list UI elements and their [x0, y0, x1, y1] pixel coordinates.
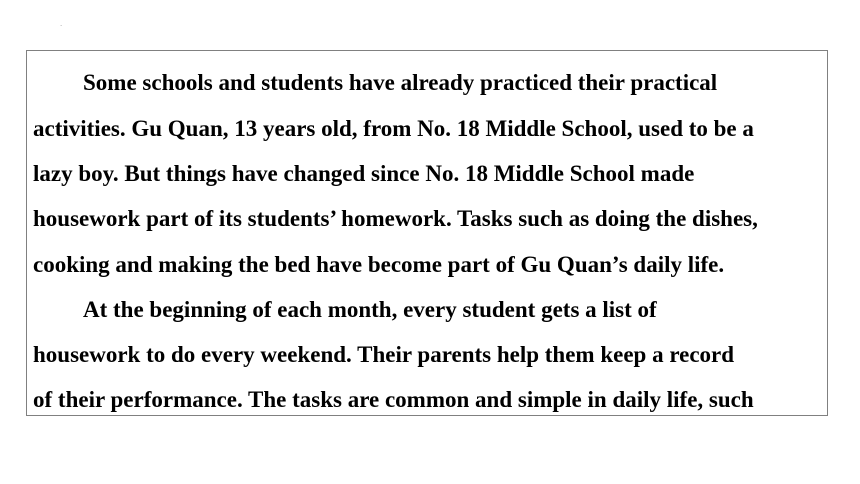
passage-line-6: At the beginning of each month, every student gets a list of	[83, 297, 657, 322]
passage-line-7: housework to do every weekend. Their parents help them keep a record	[33, 342, 735, 367]
passage-line-2: activities. Gu Quan, 13 years old, from No. 18 Middle School, used to be a	[33, 116, 754, 141]
passage-line-5: cooking and making the bed have become part of Gu Quan’s daily life.	[33, 252, 725, 277]
passage-line-4: housework part of its students’ homework. Tasks such as doing the dishes,	[33, 206, 758, 231]
passage-line-1: Some schools and students have already practiced their practical	[83, 70, 718, 95]
passage-line-8: of their performance. The tasks are common and simple in daily life, such	[33, 387, 754, 412]
passage-text-box	[26, 50, 828, 416]
passage-line-3: lazy boy. But things have changed since No. 18 Middle School made	[33, 161, 695, 186]
corner-dot-mark: .	[60, 19, 63, 28]
